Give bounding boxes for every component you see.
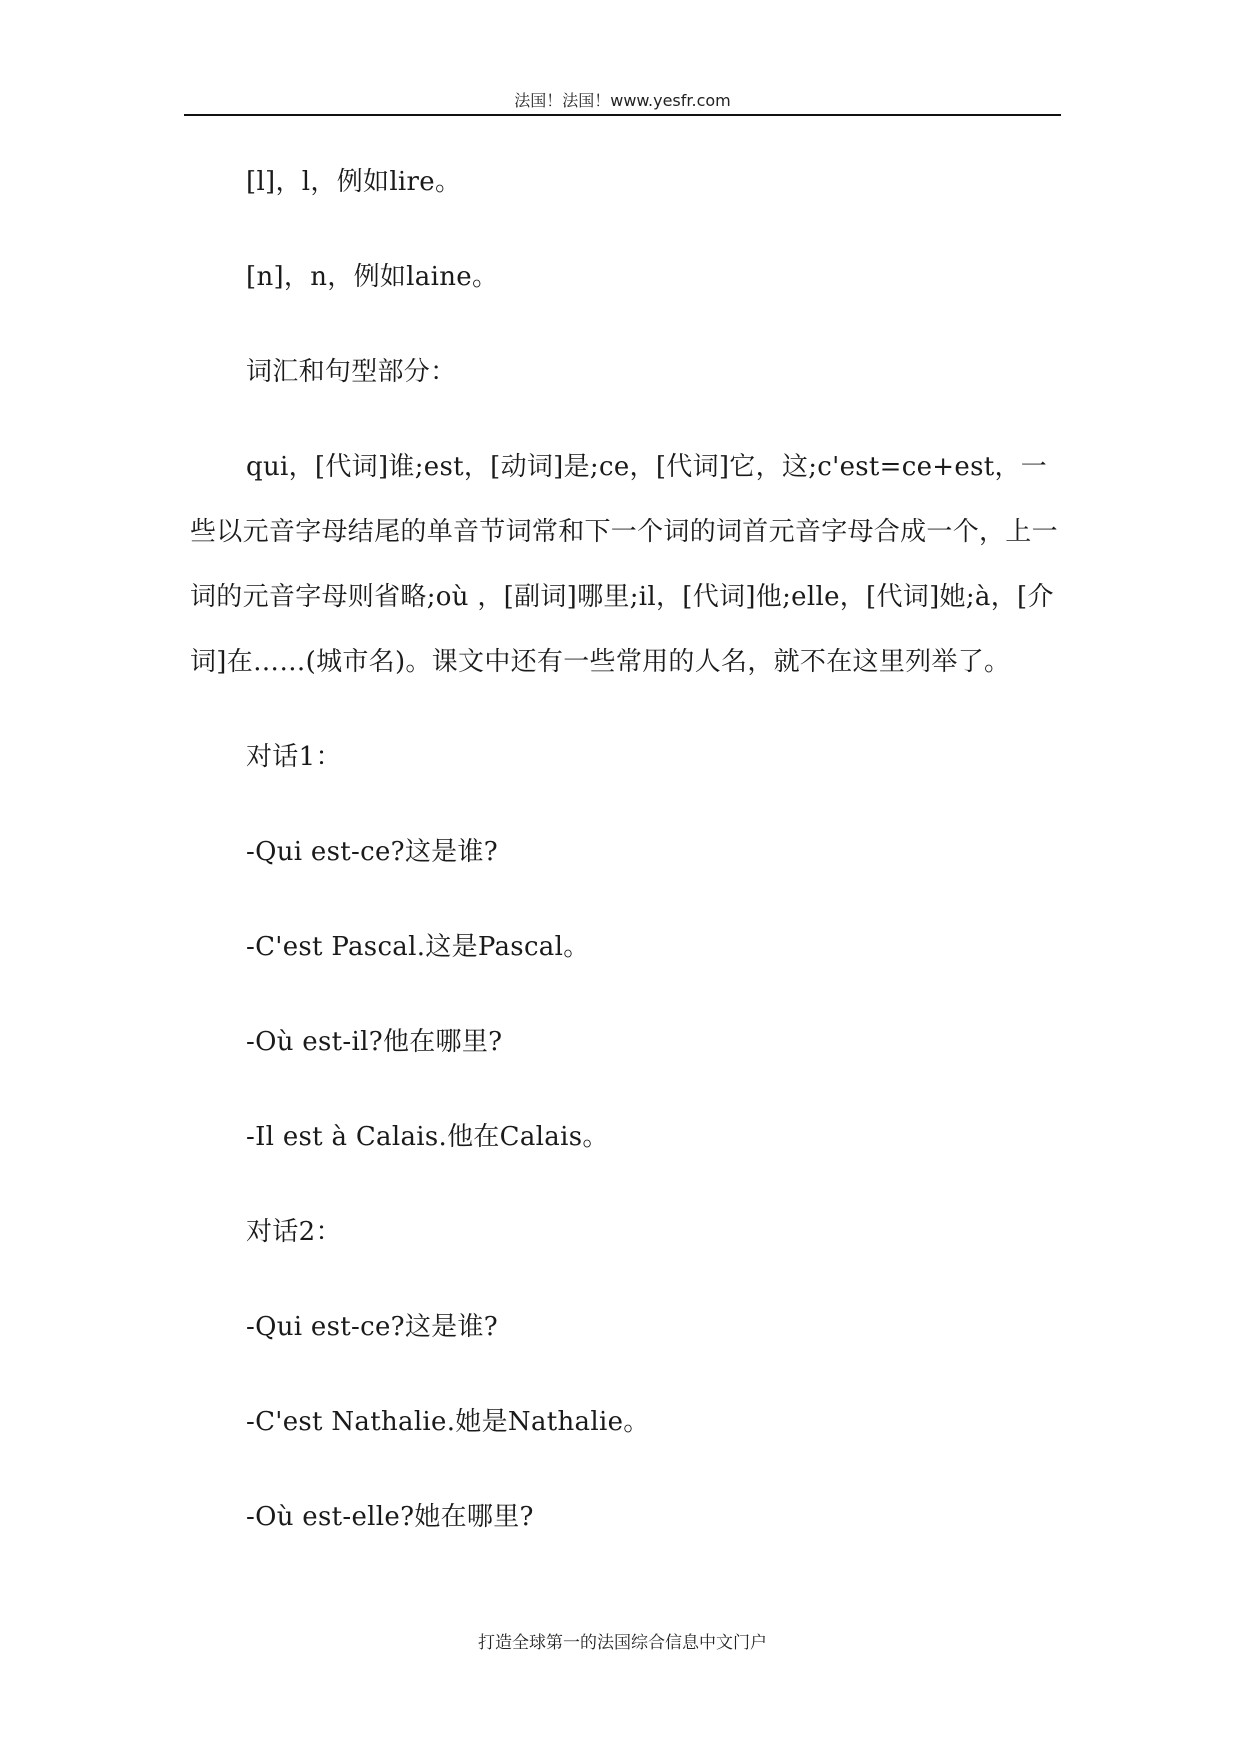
dialogue-line: -Où est-elle?她在哪里?	[246, 1502, 534, 1532]
paragraph-vocabulary: qui，[代词]谁;est，[动词]是;ce，[代词]它，这;c'est=ce+est，一些以元音字母结尾的单音节词常和下一个词的词首元音字母合成一个，上一词的元音字母则省略;où ，[副词]哪里;il，[代词]他;elle，[代词]她;à，[介词]在……(城市名)。课文中还有一些常用的人名，就不在这里列举了。	[190, 452, 1058, 677]
dialogue-line: -C'est Nathalie.她是Nathalie。	[246, 1407, 650, 1437]
page-footer: 打造全球第一的法国综合信息中文门户	[478, 1633, 767, 1653]
dialogue-line: -Il est à Calais.他在Calais。	[246, 1122, 609, 1152]
paragraph-l-example: [l]，l，例如lire。	[246, 167, 462, 197]
section-heading-dialogue-1: 对话1：	[246, 742, 342, 772]
dialogue-line: -Où est-il?他在哪里?	[246, 1027, 503, 1057]
section-heading-dialogue-2: 对话2：	[246, 1217, 342, 1247]
dialogue-line: -Qui est-ce?这是谁?	[246, 837, 499, 867]
document-body	[190, 150, 1060, 1550]
page-header: 法国！法国！www.yesfr.com	[514, 91, 731, 110]
dialogue-line: -C'est Pascal.这是Pascal。	[246, 932, 590, 962]
dialogue-line: -Qui est-ce?这是谁?	[246, 1312, 499, 1342]
header-divider	[184, 114, 1061, 116]
paragraph-n-example: [n]，n，例如laine。	[246, 262, 499, 292]
section-heading-vocabulary: 词汇和句型部分：	[246, 357, 457, 387]
